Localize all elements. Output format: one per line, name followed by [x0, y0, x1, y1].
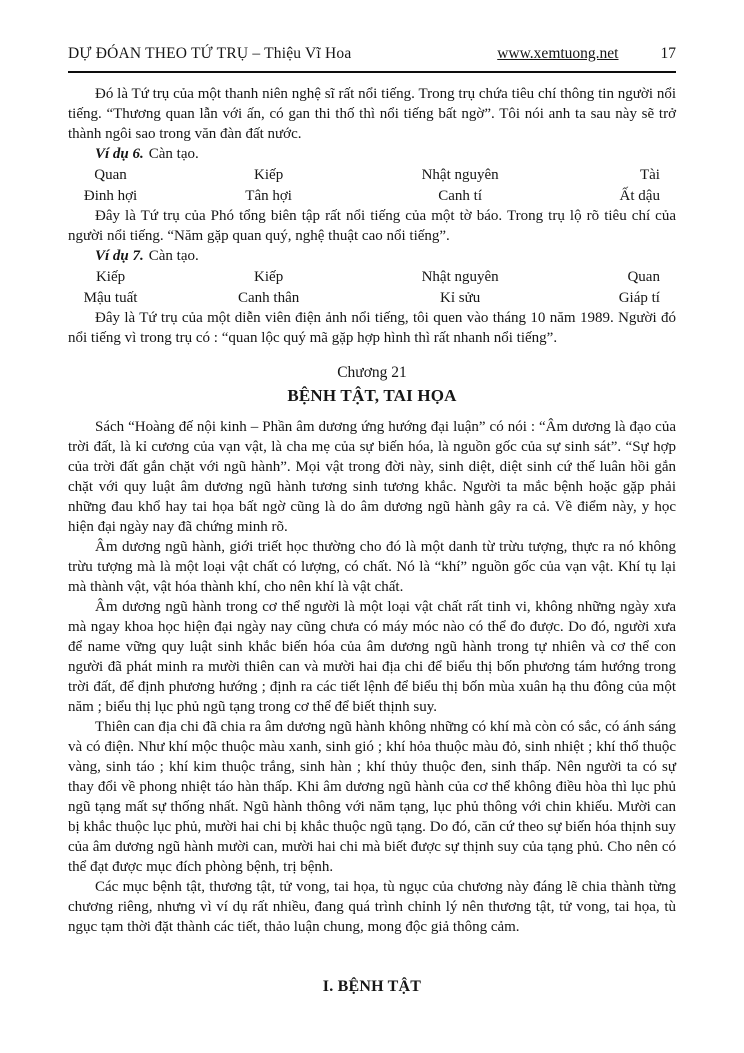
chapter-number: Chương 21: [337, 364, 407, 381]
example-7-comment: Đây là Tứ trụ của một diễn viên điện ảnh nổi tiếng, tôi quen vào tháng 10 năm 1989. Người đó nổi tiếng vì trong trụ có : “quan lộc quý mã gặp hợp hình thì rất nhanh nổi tiếng”.: [68, 310, 676, 346]
example-7-header-row: [68, 266, 676, 287]
example-6-line: [68, 144, 676, 164]
running-title: DỰ ĐÓAN THEO TỨ TRỤ – Thiệu Vĩ Hoa: [68, 45, 352, 62]
example-6-header-row: [68, 164, 676, 185]
chapter-title: BỆNH TẬT, TAI HỌA: [287, 386, 457, 405]
website-link[interactable]: www.xemtuong.net: [497, 45, 619, 62]
intro-paragraph: Đó là Tứ trụ của một thanh niên nghệ sĩ rất nổi tiếng. Trong trụ chứa tiêu chí thông tin người nổi tiếng. “Thương quan lẫn với ấn, có gan thi thố thì nổi tiếng bất ngờ”. Tôi nói anh ta sau này sẽ trở thành ngôi sao trong văn đàn đất nước.: [68, 86, 676, 142]
pillar-value: Đinh hợi: [83, 187, 138, 204]
pillar-value: Canh thân: [238, 289, 300, 306]
pillar-header: Kiếp: [254, 166, 284, 183]
example-7-line: [68, 246, 676, 266]
pillar-value: Tân hợi: [245, 187, 292, 204]
example-6-block: [68, 144, 676, 246]
pillar-value: Mậu tuất: [83, 289, 138, 306]
section-heading: I. BỆNH TẬT: [322, 978, 422, 995]
pillar-value: Kỉ sửu: [440, 289, 481, 306]
body-paragraph-4: Thiên can địa chi đã chia ra âm dương ngũ hành không những có khí mà còn có sắc, có ánh sáng và có điện. Như khí mộc thuộc màu xanh, sinh gió ; khí hỏa thuộc màu đỏ, sinh nhiệt ; khí thổ thuộc vàng, sinh táo ; khí kim thuộc trắng, sinh hàn ; khí thủy thuộc đen, sinh thấp. Nên người ta có sự thay đổi về phong nhiệt táo hàn thấp. Khi âm dương ngũ hành của cơ thể không điều hòa thì lục phủ ngũ tạng mất sự thống nhất. Ngũ hành thông với năm tạng, lục phủ thông với chin khiếu. Mười can bị khắc thuộc lục phủ, mười hai chi bị khắc thuộc ngũ tạng. Do đó, căn cứ theo sự biến hóa thịnh suy của âm dương ngũ hành mười can, mười hai chi mà biết được sự thịnh suy của tạng phủ. Cho nên có thể đạt được mục đích phòng bệnh, trị bệnh.: [68, 719, 676, 875]
pillar-header: Nhật nguyên: [421, 166, 499, 183]
page-header: [68, 44, 676, 64]
example-7-pillar-row: [68, 287, 676, 308]
example-6-comment: Đây là Tứ trụ của Phó tổng biên tập rất nổi tiếng của một tờ báo. Trong trụ lộ rõ tiêu chí của người nổi tiếng. “Năm gặp quan quý, nghệ thuật cao nổi tiếng”.: [68, 208, 676, 244]
pillar-value: Canh tí: [438, 187, 483, 204]
page-number: 17: [660, 45, 676, 62]
example-6-label: Ví dụ 6.: [95, 146, 144, 162]
example-6-intro: Càn tạo.: [148, 146, 199, 162]
example-6-pillar-row: [68, 185, 676, 206]
pillar-header: Kiếp: [254, 268, 284, 285]
pillar-header: Quan: [627, 268, 660, 285]
header-divider: [68, 71, 676, 73]
pillar-header: Kiếp: [95, 268, 126, 285]
chapter-heading: [68, 363, 676, 406]
example-7-block: [68, 246, 676, 348]
pillar-header: Tài: [639, 166, 660, 183]
body-paragraph-3: Âm dương ngũ hành trong cơ thể người là một loại vật chất rất tinh vi, không những ngày xưa mà ngay khoa học hiện đại ngày nay cũng chưa có máy móc nào có thể đo được. Do đó, người xưa để name vững quy luật sinh khắc biến hóa của âm dương ngũ hành trong tự nhiên và cơ thể con người đã phát minh ra mười thiên can và mười hai địa chi để biểu thị bốn phương tám hướng trong trời đất, để định phương hướng ; định ra các tiết lệnh để biểu thị bốn mùa xuân hạ thu đông của một năm ; biểu thị lục phủ ngũ tạng trong cơ thể để biết thịnh suy.: [68, 599, 676, 715]
pillar-header: Nhật nguyên: [421, 268, 499, 285]
example-7-label: Ví dụ 7.: [95, 248, 144, 264]
body-paragraph-2: Âm dương ngũ hành, giới triết học thường cho đó là một danh từ trừu tượng, thực ra nó không trừu tượng mà là một loại vật chất có lượng, có chất. Nó là “khí” nguồn gốc của vạn vật. Khí tụ lại mà thành vật, vật hóa thành khí, cho nên khí là vật chất.: [68, 539, 676, 595]
body-paragraph-5: Các mục bệnh tật, thương tật, tử vong, tai họa, tù ngục của chương này đáng lẽ chia thành từng chương riêng, nhưng vì ví dụ rất nhiều, đang quá trình chỉnh lý nên thương tật, tử vong, tai họa, tù ngục tạm thời đặt thành các tiết, thảo luận chung, mong độc giả thông cảm.: [68, 879, 676, 935]
pillar-header: Quan: [94, 166, 127, 183]
example-7-intro: Càn tạo.: [148, 248, 199, 264]
pillar-value: Ất dậu: [619, 187, 660, 204]
pillar-value: Giáp tí: [618, 289, 660, 306]
body-paragraph-1: Sách “Hoàng đế nội kinh – Phần âm dương ứng hướng đại luận” có nói : “Âm dương là đạo của trời đất, là kỉ cương của vạn vật, là cha mẹ của sự biến hóa, là nguồn gốc của sự sinh sát”. “Sự hợp của trời đất gắn chặt với ngũ hành”. Mọi vật trong đời này, sinh diệt, diệt sinh cứ thế luân hồi gắn chặt với quy luật âm dương ngũ hành tương sinh tương khắc. Người ta mắc bệnh hoặc gặp phải những đau khổ hay tai họa bất ngờ cũng là do âm dương ngũ hành gây ra cả. Về điểm này, y học hiện đại ngày nay đã chứng minh rõ.: [68, 419, 676, 535]
